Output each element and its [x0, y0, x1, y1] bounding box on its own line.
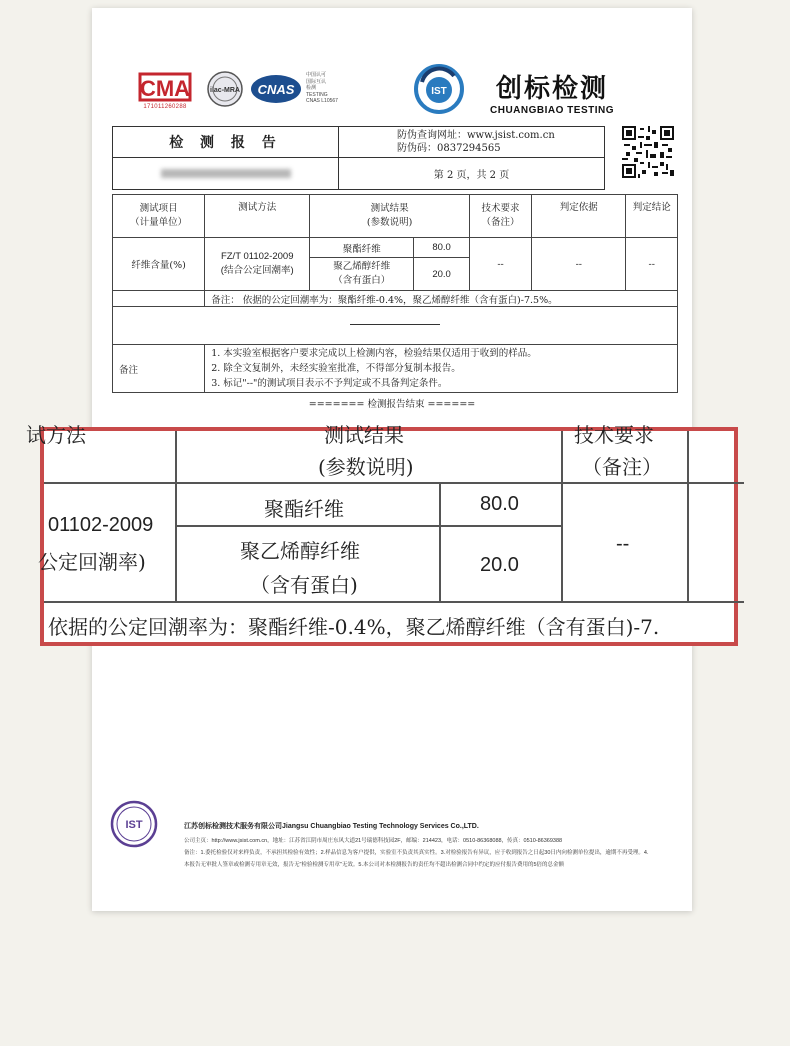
zoom-grid-line [175, 525, 563, 527]
zoom-grid-line [561, 431, 563, 602]
ist-seal-text: IST [125, 819, 143, 831]
ist-seal-logo [110, 800, 158, 848]
zoom-frag-requirement-header: 技术要求 [574, 423, 654, 447]
header-item [113, 195, 205, 238]
anti-fake-code: 防伪码：0837294565 [397, 143, 501, 154]
table-header-row [113, 195, 678, 238]
zoom-frag-method-header: 试方法 [26, 423, 86, 447]
fiber2-name-label: 聚乙烯醇纤维 [333, 261, 391, 272]
cnas-caption-line: 国际互认 [306, 78, 327, 85]
remark-item: 3. 标记"--"的测试项目表示不予判定或不具备判定条件。 [211, 378, 448, 389]
zoom-requirement-sub: （备注） [582, 455, 662, 479]
zoom-result-sub: (参数说明) [318, 455, 414, 479]
zoom-method-code: 01102-2009 [48, 514, 154, 536]
zoom-fiber2-name: 聚乙烯醇纤维 [240, 539, 360, 563]
zoom-frag-result-header: 测试结果 [324, 423, 404, 447]
fiber2-name [310, 258, 414, 291]
redaction-blur [161, 169, 291, 178]
row-requirement: -- [469, 238, 531, 291]
header-item-unit: （计量单位） [130, 217, 188, 228]
page-indicator: 第 2 页，共 2 页 [433, 170, 510, 181]
fiber1-value: 80.0 [414, 238, 470, 258]
zoom-fiber2-sub: （含有蛋白) [250, 573, 358, 597]
zoom-method-desc: 公定回潮率) [38, 550, 146, 574]
remarks-row [113, 345, 678, 393]
header-conclusion: 判定结论 [626, 195, 678, 238]
zoom-grid-line [439, 484, 441, 602]
cnas-logo-text: CNAS [257, 82, 295, 97]
header-result [310, 195, 470, 238]
remark-item: 1. 本实验室根据客户要求完成以上检测内容，检验结果仅适用于收到的样品。 [211, 348, 537, 359]
remark-item: 2. 除全文复制外，未经实验室批准，不得部分复制本报告。 [211, 363, 461, 374]
cnas-logo [250, 74, 302, 104]
cnas-caption-line: 检测 [306, 85, 317, 91]
cnas-caption-line: TESTING [306, 91, 328, 98]
zoom-fiber1-name: 聚酯纤维 [264, 497, 344, 521]
zoom-grid-line [175, 431, 177, 602]
header-result-sub: (参数说明) [366, 217, 413, 228]
cma-number: 171011260288 [143, 104, 187, 110]
table-blank-row [113, 307, 678, 345]
qr-code [622, 126, 674, 178]
cnas-caption [306, 72, 346, 105]
header-basis: 判定依据 [532, 195, 626, 238]
company-note-2: 本报告无审批人签章或检测专用章无效，报告无"检验检测专用章"无效。5.本公司对本检测报告的责任均不超出检测合同中约定的应付报告费用的5倍的总金额 [184, 862, 565, 868]
zoom-grid-line [687, 431, 689, 602]
header-item-label: 测试项目 [139, 203, 178, 214]
report-number-redacted [113, 158, 339, 189]
fiber2-name-sub: （含有蛋白） [333, 275, 391, 286]
row-method-code: FZ/T 01102-2009 [220, 251, 294, 262]
header-method: 测试方法 [205, 195, 310, 238]
header-requirement-sub: （备注） [481, 217, 520, 228]
row-method [205, 238, 310, 291]
company-name: 江苏创标检测技术服务有限公司Jiangsu Chuangbiao Testing Technology Services Co.,LTD. [184, 823, 479, 830]
table-note: 备注： 依据的公定回潮率为：聚酯纤维-0.4%，聚乙烯醇纤维（含有蛋白)-7.5%。 [205, 291, 678, 307]
cnas-caption-line: CNAS L10567 [306, 98, 338, 104]
result-table [112, 194, 678, 393]
remarks-label: 备注 [113, 345, 205, 393]
row-item: 纤维含量(%) [113, 238, 205, 291]
signature-line [350, 324, 440, 325]
zoom-fiber2-value: 20.0 [480, 554, 519, 576]
table-row [113, 238, 678, 258]
remarks-list [205, 345, 678, 393]
zoom-detail-panel [26, 423, 738, 646]
company-address: 公司主页：http://www.jsist.com.cn，地址：江苏省江阴市周庄东风大道21号瑞德科技园2F，邮编：214423，电话：0510-86368088，传真：0510-86369388 [184, 838, 563, 844]
row-method-desc: (结合公定回潮率) [220, 265, 294, 276]
ilac-logo-text: ilac-MRA [210, 87, 240, 94]
brand-name-cn: 创标检测 [496, 74, 609, 104]
table-note-row [113, 291, 678, 307]
anti-fake-site: 防伪查询网址：www.jsist.com.cn [397, 130, 555, 141]
ist-brand-logo [414, 64, 464, 114]
header-requirement-label: 技术要求 [481, 203, 520, 214]
row-basis: -- [532, 238, 626, 291]
report-end-marker: ======= 检测报告结束 ====== [308, 399, 476, 410]
zoom-grid-line [44, 482, 744, 484]
header-requirement [469, 195, 531, 238]
fiber2-value: 20.0 [414, 258, 470, 291]
zoom-grid-line [44, 601, 744, 603]
cnas-caption-line: 中国认可 [306, 72, 327, 78]
zoom-note: 依据的公定回潮率为：聚酯纤维-0.4%，聚乙烯醇纤维（含有蛋白)-7. [48, 615, 660, 639]
anti-fake-info [339, 127, 604, 158]
brand-name-en: CHUANGBIAO TESTING [490, 105, 614, 116]
zoom-requirement-dash: -- [616, 533, 630, 555]
report-title: 检 测 报 告 [113, 127, 339, 158]
fiber1-name: 聚酯纤维 [310, 238, 414, 258]
ist-brand-logo-text: IST [431, 86, 447, 97]
report-header-box [112, 126, 605, 190]
cma-logo-text: CMA [139, 76, 191, 101]
zoom-fiber1-value: 80.0 [480, 493, 519, 515]
company-note-1: 备注：1.委托检验仅对来样负责，不承担其检验有效性；2.样品信息为客户提供，实验室不负责其真实性。3.对检验报告有异议，应于收到报告之日起30日内向检测单位提出，逾期不再受理。4. [184, 850, 649, 856]
ilac-mra-logo [206, 70, 244, 108]
row-conclusion: -- [626, 238, 678, 291]
header-result-label: 测试结果 [370, 203, 409, 214]
